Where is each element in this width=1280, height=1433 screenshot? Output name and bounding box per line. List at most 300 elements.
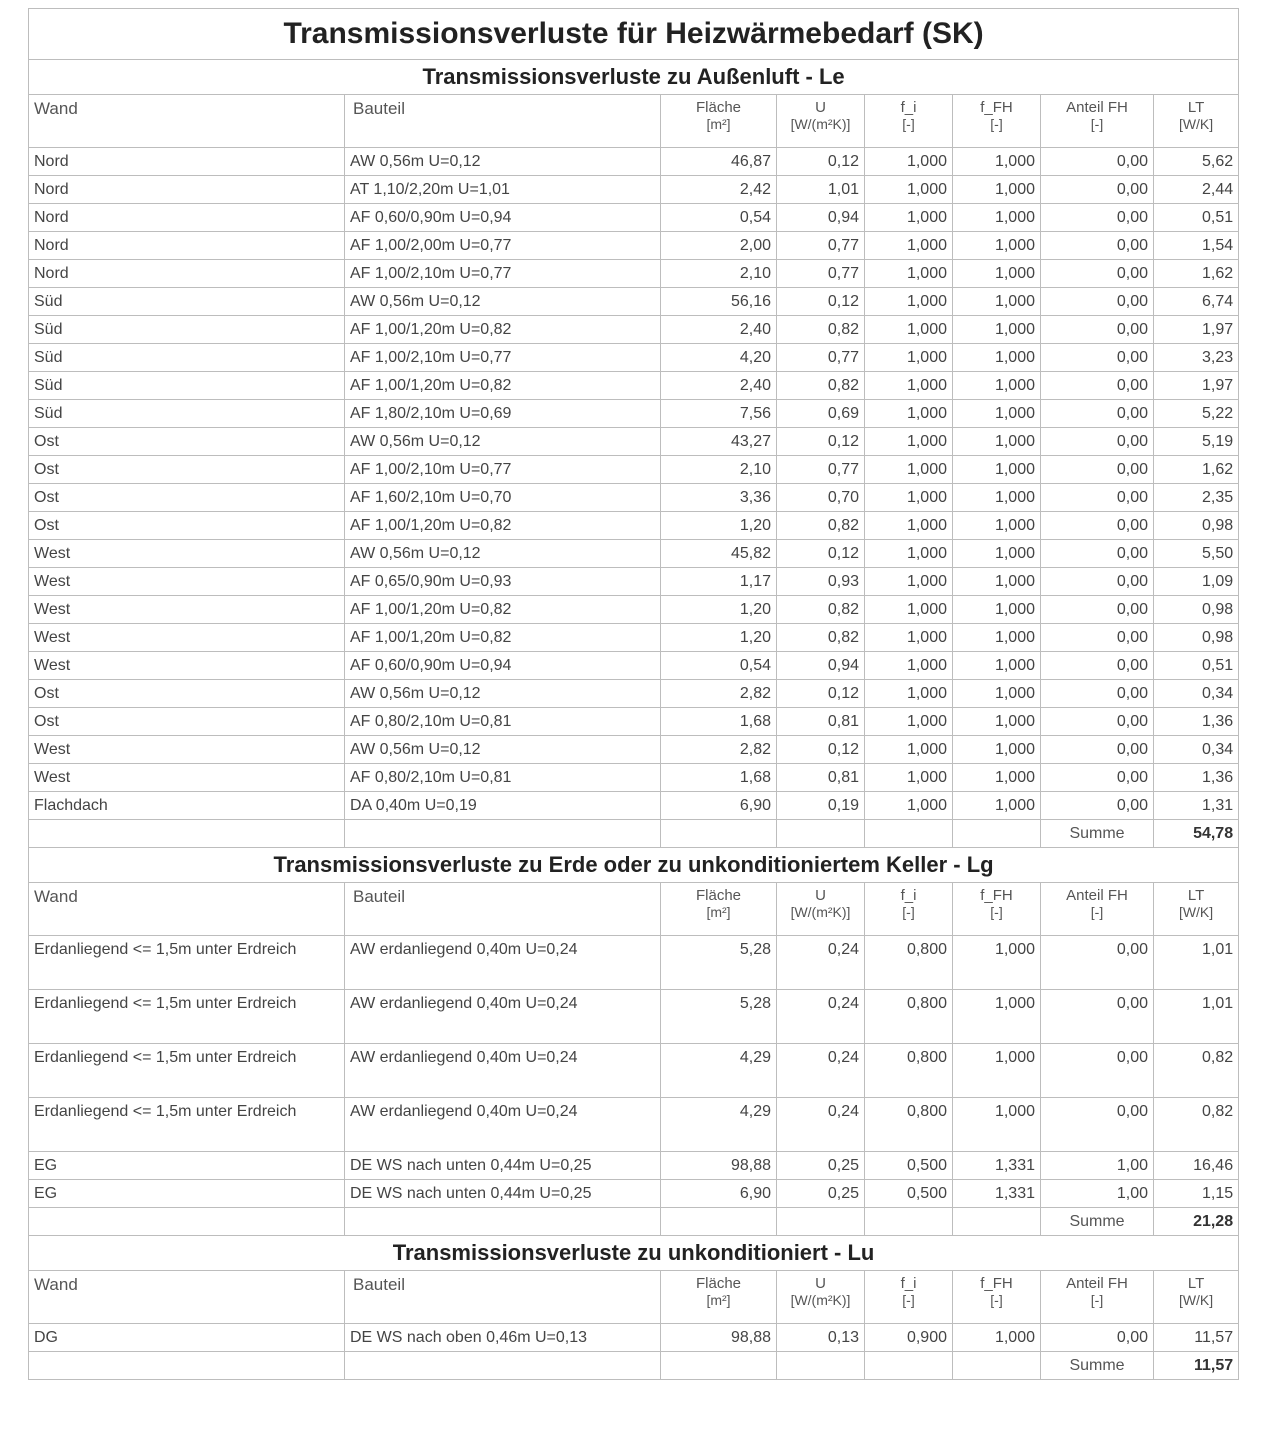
cell-flaeche: 4,29	[661, 1044, 777, 1098]
header-fi-unit: [-]	[902, 904, 915, 920]
cell-flaeche: 2,40	[661, 372, 777, 400]
header-ffh	[953, 883, 1041, 936]
cell-lt: 1,54	[1154, 232, 1239, 260]
cell-ffh: 1,000	[953, 512, 1041, 540]
header-u-label: U	[815, 1275, 826, 1292]
cell-u: 0,77	[777, 344, 865, 372]
cell-ffh: 1,000	[953, 736, 1041, 764]
cell-bauteil: AF 1,00/1,20m U=0,82	[345, 372, 661, 400]
cell-u: 0,81	[777, 764, 865, 792]
header-u	[777, 95, 865, 148]
cell-wand: DG	[29, 1324, 345, 1352]
cell-anteil-fh: 0,00	[1041, 990, 1154, 1044]
cell-u: 0,81	[777, 708, 865, 736]
cell-bauteil: AW 0,56m U=0,12	[345, 540, 661, 568]
cell-fi: 1,000	[865, 652, 953, 680]
cell-lt: 5,62	[1154, 148, 1239, 176]
sum-label: Summe	[1041, 1352, 1154, 1380]
cell-anteil-fh: 0,00	[1041, 232, 1154, 260]
sum-empty-cell	[661, 820, 777, 848]
header-anteil-fh-label: Anteil FH	[1066, 1275, 1128, 1292]
header-lt-label: LT	[1187, 99, 1205, 116]
document-title: Transmissionsverluste für Heizwärmebedarf (SK)	[29, 9, 1239, 60]
cell-ffh: 1,000	[953, 260, 1041, 288]
cell-lt: 1,36	[1154, 764, 1239, 792]
header-fi-unit: [-]	[902, 116, 915, 132]
header-lt-label: LT	[1187, 887, 1205, 904]
cell-lt: 1,01	[1154, 936, 1239, 990]
table-row	[29, 540, 1239, 568]
cell-fi: 1,000	[865, 288, 953, 316]
table-row	[29, 512, 1239, 540]
cell-lt: 1,15	[1154, 1180, 1239, 1208]
cell-fi: 0,500	[865, 1180, 953, 1208]
cell-u: 0,13	[777, 1324, 865, 1352]
cell-flaeche: 1,17	[661, 568, 777, 596]
cell-ffh: 1,000	[953, 428, 1041, 456]
cell-flaeche: 4,20	[661, 344, 777, 372]
cell-anteil-fh: 0,00	[1041, 344, 1154, 372]
cell-flaeche: 1,68	[661, 764, 777, 792]
header-u-unit: [W/(m²K)]	[790, 116, 851, 132]
cell-flaeche: 2,82	[661, 680, 777, 708]
cell-lt: 1,97	[1154, 316, 1239, 344]
header-anteil-fh	[1041, 1271, 1154, 1324]
cell-lt: 5,22	[1154, 400, 1239, 428]
cell-wand: West	[29, 652, 345, 680]
cell-lt: 0,34	[1154, 680, 1239, 708]
cell-fi: 1,000	[865, 232, 953, 260]
cell-wand: Ost	[29, 708, 345, 736]
cell-u: 0,82	[777, 624, 865, 652]
header-bauteil: Bauteil	[345, 883, 661, 936]
cell-bauteil: AF 0,65/0,90m U=0,93	[345, 568, 661, 596]
cell-flaeche: 2,42	[661, 176, 777, 204]
cell-flaeche: 2,10	[661, 260, 777, 288]
cell-ffh: 1,000	[953, 1098, 1041, 1152]
cell-fi: 1,000	[865, 540, 953, 568]
table-row	[29, 1180, 1239, 1208]
header-ffh-label: f_FH	[980, 99, 1013, 116]
header-ffh-unit: [-]	[990, 116, 1003, 132]
cell-wand: Ost	[29, 428, 345, 456]
cell-wand: Süd	[29, 372, 345, 400]
header-anteil-fh-unit: [-]	[1090, 1292, 1104, 1308]
cell-wand: Flachdach	[29, 792, 345, 820]
cell-ffh: 1,000	[953, 204, 1041, 232]
table-row	[29, 1324, 1239, 1352]
header-anteil-fh	[1041, 95, 1154, 148]
header-flaeche	[661, 95, 777, 148]
cell-flaeche: 2,10	[661, 456, 777, 484]
header-ffh-unit: [-]	[990, 904, 1003, 920]
cell-ffh: 1,000	[953, 1044, 1041, 1098]
header-wand: Wand	[29, 883, 345, 936]
table-row	[29, 736, 1239, 764]
header-fi-label: f_i	[900, 99, 917, 116]
table-row	[29, 652, 1239, 680]
header-bauteil: Bauteil	[345, 95, 661, 148]
cell-wand: West	[29, 764, 345, 792]
sum-value: 21,28	[1154, 1208, 1239, 1236]
section-title: Transmissionsverluste zu Außenluft - Le	[29, 60, 1239, 95]
cell-flaeche: 98,88	[661, 1324, 777, 1352]
cell-ffh: 1,000	[953, 316, 1041, 344]
cell-anteil-fh: 0,00	[1041, 596, 1154, 624]
cell-bauteil: DE WS nach unten 0,44m U=0,25	[345, 1152, 661, 1180]
sum-empty-cell	[29, 820, 345, 848]
cell-flaeche: 1,20	[661, 624, 777, 652]
cell-ffh: 1,000	[953, 990, 1041, 1044]
header-u	[777, 883, 865, 936]
cell-ffh: 1,000	[953, 456, 1041, 484]
cell-lt: 1,01	[1154, 990, 1239, 1044]
header-ffh	[953, 1271, 1041, 1324]
column-header-row	[29, 883, 1239, 936]
cell-fi: 1,000	[865, 148, 953, 176]
cell-bauteil: AW 0,56m U=0,12	[345, 736, 661, 764]
cell-u: 0,12	[777, 148, 865, 176]
cell-fi: 0,800	[865, 1098, 953, 1152]
cell-u: 0,69	[777, 400, 865, 428]
sum-empty-cell	[777, 1208, 865, 1236]
cell-fi: 1,000	[865, 316, 953, 344]
header-ffh-label: f_FH	[980, 887, 1013, 904]
table-row	[29, 288, 1239, 316]
cell-anteil-fh: 0,00	[1041, 512, 1154, 540]
table-row	[29, 1044, 1239, 1098]
cell-flaeche: 2,82	[661, 736, 777, 764]
cell-u: 0,24	[777, 1044, 865, 1098]
header-ffh	[953, 95, 1041, 148]
cell-anteil-fh: 0,00	[1041, 1098, 1154, 1152]
header-u-unit: [W/(m²K)]	[790, 1292, 851, 1308]
cell-wand: Nord	[29, 204, 345, 232]
section-title-row	[29, 848, 1239, 883]
cell-bauteil: AF 1,00/1,20m U=0,82	[345, 624, 661, 652]
header-lt-unit: [W/K]	[1178, 904, 1214, 920]
sum-empty-cell	[345, 1352, 661, 1380]
table-row	[29, 148, 1239, 176]
sum-empty-cell	[29, 1208, 345, 1236]
table-row	[29, 372, 1239, 400]
cell-fi: 1,000	[865, 372, 953, 400]
cell-flaeche: 0,54	[661, 652, 777, 680]
header-flaeche-unit: [m²]	[706, 1292, 731, 1308]
cell-ffh: 1,000	[953, 680, 1041, 708]
cell-anteil-fh: 0,00	[1041, 624, 1154, 652]
table-row	[29, 708, 1239, 736]
cell-flaeche: 2,00	[661, 232, 777, 260]
cell-wand: West	[29, 568, 345, 596]
sum-empty-cell	[953, 1352, 1041, 1380]
cell-fi: 1,000	[865, 764, 953, 792]
sum-row	[29, 1208, 1239, 1236]
document-title-row	[29, 9, 1239, 60]
transmission-table	[28, 8, 1239, 1380]
cell-fi: 0,800	[865, 936, 953, 990]
cell-wand: Süd	[29, 344, 345, 372]
table-row	[29, 1098, 1239, 1152]
cell-bauteil: AF 1,80/2,10m U=0,69	[345, 400, 661, 428]
cell-wand: West	[29, 624, 345, 652]
cell-lt: 0,98	[1154, 512, 1239, 540]
cell-anteil-fh: 0,00	[1041, 456, 1154, 484]
cell-fi: 1,000	[865, 512, 953, 540]
cell-flaeche: 98,88	[661, 1152, 777, 1180]
table-row	[29, 316, 1239, 344]
header-lt	[1154, 1271, 1239, 1324]
cell-u: 0,82	[777, 372, 865, 400]
header-flaeche	[661, 1271, 777, 1324]
cell-u: 0,24	[777, 990, 865, 1044]
cell-bauteil: AT 1,10/2,20m U=1,01	[345, 176, 661, 204]
header-lt-unit: [W/K]	[1178, 1292, 1214, 1308]
cell-u: 0,19	[777, 792, 865, 820]
header-anteil-fh-unit: [-]	[1090, 116, 1104, 132]
cell-bauteil: AF 0,80/2,10m U=0,81	[345, 764, 661, 792]
table-row	[29, 792, 1239, 820]
table-row	[29, 936, 1239, 990]
cell-u: 0,12	[777, 736, 865, 764]
cell-ffh: 1,000	[953, 540, 1041, 568]
column-header-row	[29, 1271, 1239, 1324]
cell-u: 0,93	[777, 568, 865, 596]
cell-bauteil: AF 1,00/1,20m U=0,82	[345, 596, 661, 624]
header-anteil-fh	[1041, 883, 1154, 936]
cell-lt: 0,51	[1154, 204, 1239, 232]
sum-row	[29, 820, 1239, 848]
cell-ffh: 1,000	[953, 484, 1041, 512]
header-flaeche-label: Fläche	[695, 887, 742, 904]
cell-anteil-fh: 0,00	[1041, 372, 1154, 400]
cell-lt: 0,98	[1154, 624, 1239, 652]
cell-flaeche: 3,36	[661, 484, 777, 512]
cell-ffh: 1,000	[953, 568, 1041, 596]
cell-ffh: 1,331	[953, 1152, 1041, 1180]
header-ffh-unit: [-]	[990, 1292, 1003, 1308]
sum-empty-cell	[865, 1208, 953, 1236]
cell-bauteil: AF 1,00/1,20m U=0,82	[345, 316, 661, 344]
cell-u: 0,94	[777, 652, 865, 680]
cell-anteil-fh: 0,00	[1041, 540, 1154, 568]
cell-fi: 1,000	[865, 624, 953, 652]
cell-lt: 2,44	[1154, 176, 1239, 204]
cell-ffh: 1,000	[953, 596, 1041, 624]
cell-anteil-fh: 0,00	[1041, 288, 1154, 316]
cell-wand: West	[29, 596, 345, 624]
cell-bauteil: AW 0,56m U=0,12	[345, 428, 661, 456]
cell-u: 0,12	[777, 288, 865, 316]
cell-fi: 1,000	[865, 596, 953, 624]
cell-fi: 0,800	[865, 1044, 953, 1098]
table-row	[29, 680, 1239, 708]
table-row	[29, 428, 1239, 456]
cell-anteil-fh: 0,00	[1041, 176, 1154, 204]
cell-flaeche: 6,90	[661, 1180, 777, 1208]
table-row	[29, 260, 1239, 288]
header-flaeche-unit: [m²]	[706, 116, 731, 132]
cell-ffh: 1,000	[953, 288, 1041, 316]
cell-fi: 1,000	[865, 204, 953, 232]
cell-ffh: 1,000	[953, 764, 1041, 792]
cell-anteil-fh: 0,00	[1041, 936, 1154, 990]
cell-wand: West	[29, 736, 345, 764]
header-fi-label: f_i	[900, 1275, 917, 1292]
cell-u: 0,70	[777, 484, 865, 512]
header-flaeche	[661, 883, 777, 936]
header-fi-label: f_i	[900, 887, 917, 904]
sum-value: 54,78	[1154, 820, 1239, 848]
cell-flaeche: 2,40	[661, 316, 777, 344]
cell-anteil-fh: 0,00	[1041, 736, 1154, 764]
cell-anteil-fh: 0,00	[1041, 260, 1154, 288]
sum-empty-cell	[953, 820, 1041, 848]
cell-fi: 0,900	[865, 1324, 953, 1352]
section-title: Transmissionsverluste zu unkonditioniert - Lu	[29, 1236, 1239, 1271]
cell-lt: 1,97	[1154, 372, 1239, 400]
sum-empty-cell	[953, 1208, 1041, 1236]
cell-wand: Nord	[29, 176, 345, 204]
cell-fi: 1,000	[865, 484, 953, 512]
cell-anteil-fh: 0,00	[1041, 764, 1154, 792]
column-header-row	[29, 95, 1239, 148]
cell-bauteil: AW erdanliegend 0,40m U=0,24	[345, 1098, 661, 1152]
cell-u: 0,24	[777, 936, 865, 990]
cell-anteil-fh: 0,00	[1041, 708, 1154, 736]
header-u	[777, 1271, 865, 1324]
sum-empty-cell	[345, 1208, 661, 1236]
cell-bauteil: AW 0,56m U=0,12	[345, 288, 661, 316]
cell-flaeche: 5,28	[661, 990, 777, 1044]
cell-ffh: 1,000	[953, 652, 1041, 680]
cell-fi: 1,000	[865, 400, 953, 428]
cell-anteil-fh: 0,00	[1041, 568, 1154, 596]
cell-lt: 1,62	[1154, 260, 1239, 288]
header-flaeche-label: Fläche	[695, 99, 742, 116]
header-flaeche-label: Fläche	[695, 1275, 742, 1292]
sum-value: 11,57	[1154, 1352, 1239, 1380]
cell-fi: 1,000	[865, 792, 953, 820]
cell-fi: 1,000	[865, 344, 953, 372]
cell-ffh: 1,000	[953, 148, 1041, 176]
cell-wand: Erdanliegend <= 1,5m unter Erdreich	[29, 1098, 345, 1152]
cell-lt: 5,19	[1154, 428, 1239, 456]
document	[28, 8, 1238, 1380]
cell-lt: 16,46	[1154, 1152, 1239, 1180]
cell-lt: 0,51	[1154, 652, 1239, 680]
cell-anteil-fh: 0,00	[1041, 792, 1154, 820]
header-lt-label: LT	[1187, 1275, 1205, 1292]
cell-fi: 0,500	[865, 1152, 953, 1180]
cell-anteil-fh: 1,00	[1041, 1152, 1154, 1180]
cell-wand: Nord	[29, 148, 345, 176]
cell-wand: Süd	[29, 288, 345, 316]
cell-ffh: 1,000	[953, 372, 1041, 400]
cell-bauteil: AF 1,00/2,10m U=0,77	[345, 344, 661, 372]
cell-flaeche: 43,27	[661, 428, 777, 456]
sum-empty-cell	[29, 1352, 345, 1380]
cell-bauteil: AF 1,00/2,00m U=0,77	[345, 232, 661, 260]
cell-anteil-fh: 0,00	[1041, 1324, 1154, 1352]
table-row	[29, 204, 1239, 232]
cell-wand: Ost	[29, 456, 345, 484]
header-anteil-fh-label: Anteil FH	[1066, 887, 1128, 904]
cell-flaeche: 4,29	[661, 1098, 777, 1152]
cell-u: 0,82	[777, 512, 865, 540]
cell-bauteil: AF 1,00/2,10m U=0,77	[345, 260, 661, 288]
cell-u: 0,94	[777, 204, 865, 232]
cell-fi: 1,000	[865, 260, 953, 288]
cell-bauteil: AF 0,80/2,10m U=0,81	[345, 708, 661, 736]
cell-flaeche: 56,16	[661, 288, 777, 316]
cell-u: 0,12	[777, 680, 865, 708]
header-anteil-fh-label: Anteil FH	[1066, 99, 1128, 116]
cell-wand: Ost	[29, 512, 345, 540]
table-row	[29, 400, 1239, 428]
table-row	[29, 596, 1239, 624]
cell-ffh: 1,000	[953, 624, 1041, 652]
cell-wand: Nord	[29, 232, 345, 260]
cell-wand: EG	[29, 1180, 345, 1208]
cell-fi: 1,000	[865, 708, 953, 736]
cell-anteil-fh: 1,00	[1041, 1180, 1154, 1208]
cell-bauteil: AW erdanliegend 0,40m U=0,24	[345, 936, 661, 990]
cell-wand: Erdanliegend <= 1,5m unter Erdreich	[29, 1044, 345, 1098]
cell-bauteil: AF 1,00/2,10m U=0,77	[345, 456, 661, 484]
cell-bauteil: AW 0,56m U=0,12	[345, 148, 661, 176]
cell-wand: EG	[29, 1152, 345, 1180]
cell-ffh: 1,000	[953, 232, 1041, 260]
sum-empty-cell	[865, 820, 953, 848]
cell-fi: 1,000	[865, 428, 953, 456]
cell-lt: 1,09	[1154, 568, 1239, 596]
cell-fi: 1,000	[865, 456, 953, 484]
cell-flaeche: 45,82	[661, 540, 777, 568]
cell-bauteil: AF 1,00/1,20m U=0,82	[345, 512, 661, 540]
table-row	[29, 568, 1239, 596]
section-title-row	[29, 1236, 1239, 1271]
cell-lt: 6,74	[1154, 288, 1239, 316]
cell-flaeche: 1,20	[661, 596, 777, 624]
cell-anteil-fh: 0,00	[1041, 484, 1154, 512]
header-flaeche-unit: [m²]	[706, 904, 731, 920]
cell-flaeche: 5,28	[661, 936, 777, 990]
header-u-label: U	[815, 99, 826, 116]
cell-anteil-fh: 0,00	[1041, 148, 1154, 176]
cell-u: 0,12	[777, 428, 865, 456]
cell-anteil-fh: 0,00	[1041, 204, 1154, 232]
cell-u: 0,82	[777, 316, 865, 344]
cell-lt: 5,50	[1154, 540, 1239, 568]
cell-anteil-fh: 0,00	[1041, 680, 1154, 708]
cell-lt: 1,62	[1154, 456, 1239, 484]
table-row	[29, 990, 1239, 1044]
sum-empty-cell	[777, 1352, 865, 1380]
cell-flaeche: 1,20	[661, 512, 777, 540]
cell-ffh: 1,000	[953, 708, 1041, 736]
header-u-unit: [W/(m²K)]	[790, 904, 851, 920]
cell-u: 0,82	[777, 596, 865, 624]
cell-u: 0,25	[777, 1180, 865, 1208]
cell-ffh: 1,331	[953, 1180, 1041, 1208]
sum-empty-cell	[777, 820, 865, 848]
cell-ffh: 1,000	[953, 344, 1041, 372]
cell-fi: 1,000	[865, 568, 953, 596]
cell-flaeche: 1,68	[661, 708, 777, 736]
header-ffh-label: f_FH	[980, 1275, 1013, 1292]
header-anteil-fh-unit: [-]	[1090, 904, 1104, 920]
